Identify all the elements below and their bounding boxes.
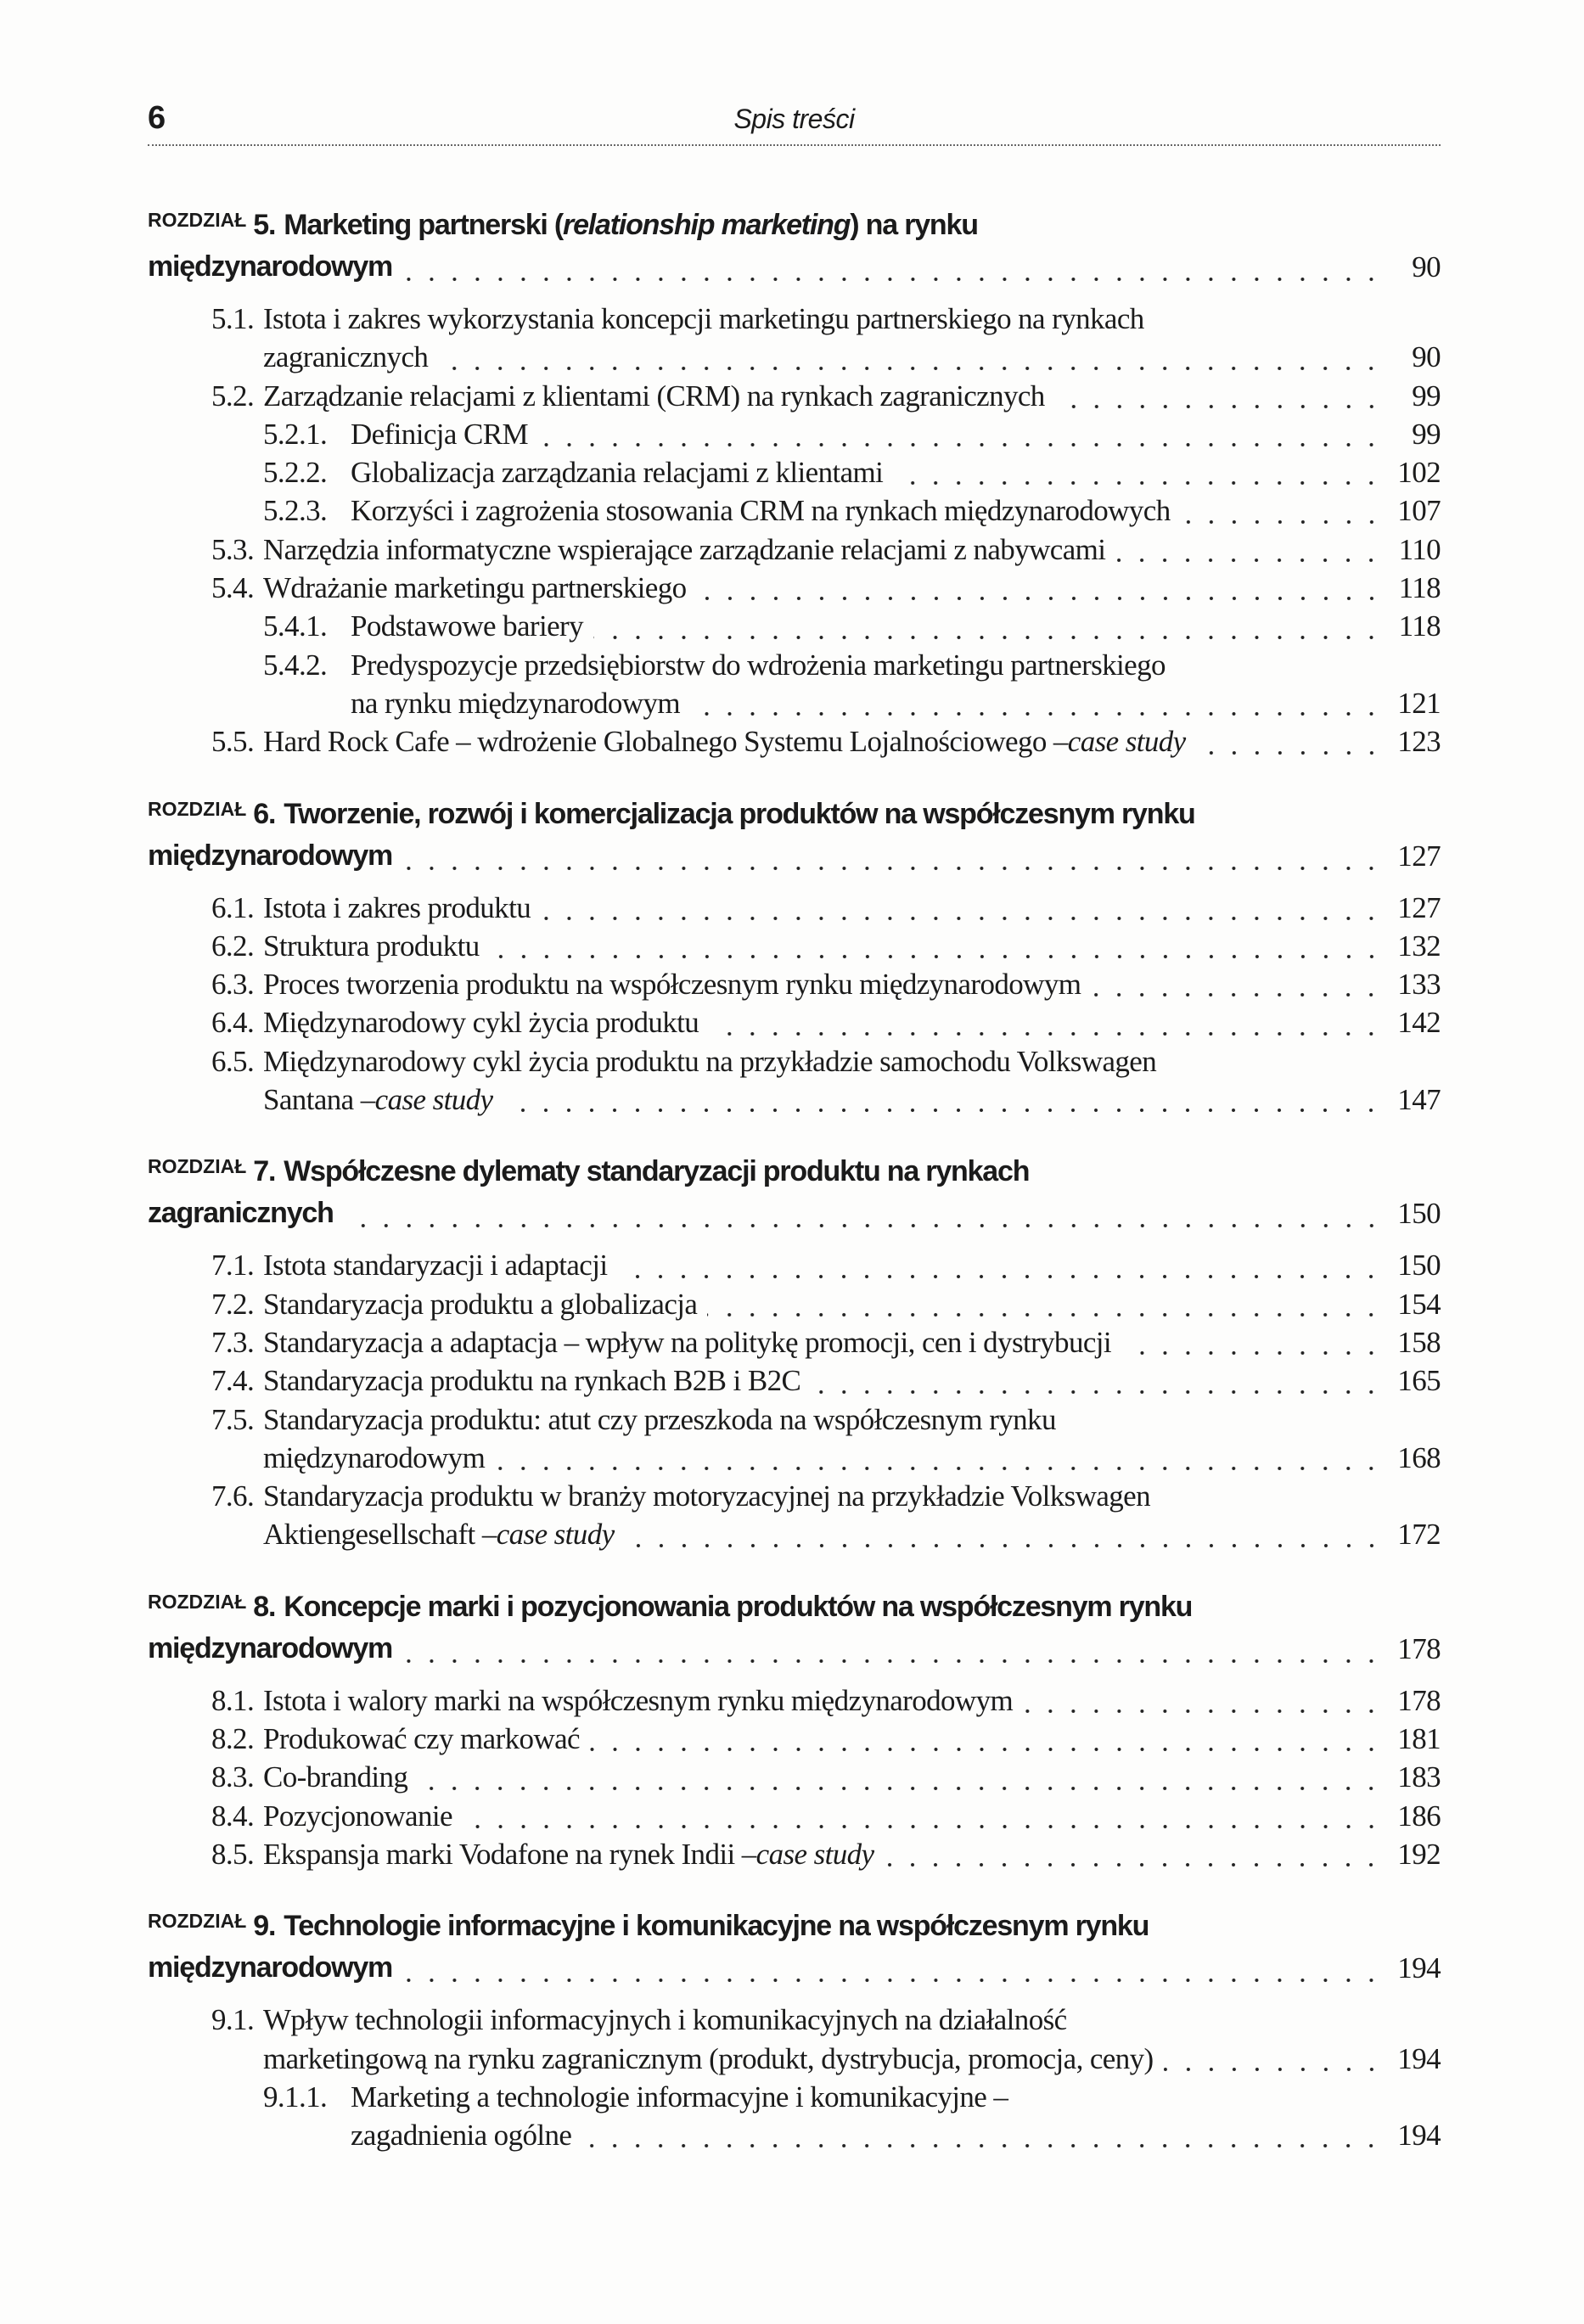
- section-number: 7.5.: [211, 1402, 255, 1436]
- section-page-number: 118: [1398, 571, 1441, 605]
- section-title-segment: Międzynarodowy cykl życia produktu: [263, 1006, 699, 1040]
- section-page-number: 90: [1412, 340, 1441, 374]
- dot-leader: [503, 1083, 1383, 1121]
- chapter-block: [148, 1591, 1441, 1876]
- toc-entry-line: [148, 1364, 1441, 1402]
- dot-leader: [1055, 379, 1383, 418]
- section-title-segment: międzynarodowym: [263, 1440, 486, 1474]
- toc-entry-line: [148, 456, 1441, 494]
- chapter-label: ROZDZIAŁ: [148, 1910, 247, 1933]
- section-number: 8.3.: [211, 1760, 255, 1794]
- section-page-number: 147: [1397, 1083, 1441, 1117]
- dot-leader: [581, 2119, 1383, 2157]
- section-page-number: 150: [1397, 1249, 1441, 1283]
- chapter-page-number: 194: [1397, 1951, 1441, 1985]
- section-title-segment: Standaryzacja a adaptacja – wpływ na politykę promocji, cen i dystrybucji: [263, 1325, 1112, 1359]
- toc-entry-line: [148, 1006, 1441, 1044]
- toc-entry-line: [148, 609, 1441, 648]
- toc-entry[interactable]: [148, 571, 1441, 609]
- chapter-title-segment: zagranicznych: [148, 1197, 334, 1230]
- toc-entry-line: [148, 1403, 1441, 1441]
- section-number: 6.2.: [211, 929, 255, 963]
- dot-leader: [1181, 494, 1383, 532]
- section-title-segment: Globalizacja zarządzania relacjami z klientami: [351, 456, 884, 490]
- toc-entry[interactable]: [148, 1249, 1441, 1287]
- section-page-number: 110: [1398, 532, 1441, 566]
- dot-leader: [893, 456, 1383, 494]
- toc-entry-line: [148, 968, 1441, 1006]
- toc-entry[interactable]: [148, 1760, 1441, 1799]
- chapter-title-segment: Tworzenie, rozwój i komercjalizacja produktów na współczesnym rynku: [284, 797, 1195, 830]
- dot-leader: [402, 839, 1383, 881]
- table-of-contents: [148, 209, 1441, 2157]
- section-title-segment: Produkować czy markować: [263, 1722, 580, 1756]
- section-number: 8.5.: [211, 1837, 255, 1871]
- section-number: 7.2.: [211, 1287, 255, 1321]
- chapter-entries: [148, 1684, 1441, 1876]
- section-title-segment: Santana –: [263, 1083, 375, 1117]
- section-title-segment: Narzędzia informatyczne wspierające zarządzanie relacjami z nabywcami: [263, 532, 1106, 566]
- dot-leader: [1023, 1684, 1383, 1722]
- section-title-segment: Istota i zakres produktu: [263, 890, 531, 924]
- toc-entry[interactable]: [148, 302, 1441, 379]
- running-title: Spis treści: [733, 104, 855, 134]
- section-title-segment: zagadnienia ogólne: [351, 2119, 572, 2153]
- toc-entry[interactable]: [148, 891, 1441, 929]
- dot-leader: [617, 1249, 1383, 1287]
- chapter-title-segment: międzynarodowym: [148, 839, 393, 872]
- toc-entry[interactable]: [148, 725, 1441, 763]
- section-page-number: 178: [1397, 1683, 1441, 1717]
- section-title-segment: marketingową na rynku zagranicznym (produkt, dystrybucja, promocja, ceny): [263, 2041, 1154, 2075]
- dot-leader: [402, 1632, 1383, 1674]
- section-title-segment: Istota i zakres wykorzystania koncepcji marketingu partnerskiego na rynkach: [263, 302, 1144, 335]
- section-number: 5.2.3.: [263, 494, 328, 528]
- section-title-segment: Struktura produktu: [263, 929, 480, 963]
- section-title-segment: Wdrażanie marketingu partnerskiego: [263, 571, 687, 605]
- section-page-number: 118: [1398, 609, 1441, 643]
- toc-entry[interactable]: [148, 1799, 1441, 1838]
- dot-leader: [1121, 1326, 1383, 1364]
- section-number: 5.1.: [211, 302, 255, 335]
- dot-leader: [418, 1760, 1383, 1799]
- toc-entry[interactable]: [148, 418, 1441, 456]
- toc-entry-line: [148, 1838, 1441, 1876]
- section-number: 7.6.: [211, 1479, 255, 1513]
- dot-leader: [884, 1838, 1383, 1876]
- chapter-label: ROZDZIAŁ: [148, 209, 247, 231]
- section-number: 6.5.: [211, 1044, 255, 1078]
- dot-leader: [490, 929, 1383, 968]
- toc-entry-line: [148, 648, 1441, 687]
- section-number: 8.2.: [211, 1722, 255, 1756]
- section-number: 9.1.1.: [263, 2080, 328, 2113]
- section-title-segment: Marketing a technologie informacyjne i komunikacyjne –: [351, 2080, 1008, 2113]
- section-page-number: 127: [1397, 890, 1441, 924]
- toc-entry[interactable]: [148, 1838, 1441, 1876]
- toc-entry-line: [148, 1722, 1441, 1760]
- chapter-page-number: 178: [1397, 1631, 1441, 1665]
- dot-leader: [1164, 2042, 1383, 2080]
- chapter-entries: [148, 302, 1441, 764]
- section-title-segment: Aktiengesellschaft –: [263, 1518, 497, 1552]
- toc-entry-line: [148, 1684, 1441, 1722]
- toc-entry[interactable]: [148, 379, 1441, 418]
- dot-leader: [541, 891, 1383, 929]
- toc-entry[interactable]: [148, 494, 1441, 532]
- chapter-block: [148, 798, 1441, 1122]
- section-number: 8.4.: [211, 1799, 255, 1833]
- section-page-number: 132: [1397, 929, 1441, 963]
- section-page-number: 121: [1397, 686, 1441, 720]
- chapter-title-line: [148, 1910, 1441, 1951]
- toc-entry[interactable]: [148, 1288, 1441, 1326]
- dot-leader: [538, 418, 1383, 456]
- chapter-title-line[interactable]: [148, 839, 1441, 881]
- dot-leader: [811, 1364, 1383, 1402]
- section-page-number: 192: [1397, 1837, 1441, 1871]
- chapter-title-segment: międzynarodowym: [148, 250, 393, 283]
- dot-leader: [1115, 533, 1383, 571]
- section-title-segment: Istota standaryzacji i adaptacji: [263, 1249, 608, 1283]
- chapter-title-segment: Koncepcje marki i pozycjonowania produktów na współczesnym rynku: [284, 1590, 1193, 1623]
- section-number: 5.2.2.: [263, 456, 328, 490]
- section-page-number: 123: [1397, 725, 1441, 759]
- section-page-number: 181: [1397, 1722, 1441, 1756]
- running-header: [148, 100, 1441, 144]
- toc-entry[interactable]: [148, 533, 1441, 571]
- dot-leader: [1091, 968, 1383, 1006]
- chapter-number: 8.: [253, 1590, 276, 1623]
- toc-entry-line: [148, 1479, 1441, 1518]
- section-title-segment: Podstawowe bariery: [351, 609, 583, 643]
- section-title-segment: Standaryzacja produktu a globalizacja: [263, 1287, 698, 1321]
- dot-leader: [625, 1518, 1383, 1556]
- dot-leader: [1196, 725, 1383, 763]
- section-title-segment: Zarządzanie relacjami z klientami (CRM) na rynkach zagranicznych: [263, 379, 1045, 413]
- section-number: 7.4.: [211, 1364, 255, 1398]
- page-number: 6: [148, 100, 166, 136]
- toc-entry-line: [148, 494, 1441, 532]
- chapter-label: ROZDZIAŁ: [148, 1155, 247, 1178]
- section-page-number: 99: [1412, 417, 1441, 451]
- section-page-number: 172: [1397, 1518, 1441, 1552]
- dot-leader: [495, 1441, 1383, 1479]
- toc-entry-line: [148, 1518, 1441, 1556]
- toc-entry-line: [148, 533, 1441, 571]
- toc-entry[interactable]: [148, 648, 1441, 726]
- chapter-number: 9.: [253, 1910, 276, 1943]
- toc-entry-line: [148, 1249, 1441, 1287]
- dot-leader: [344, 1197, 1383, 1238]
- chapter-title-line[interactable]: [148, 1197, 1441, 1238]
- chapter-title-segment: Współczesne dylematy standaryzacji produktu na rynkach: [284, 1155, 1030, 1188]
- dot-leader: [707, 1288, 1383, 1326]
- toc-entry-line: [148, 1760, 1441, 1799]
- toc-entry[interactable]: [148, 968, 1441, 1006]
- section-title-segment: case study: [755, 1837, 874, 1871]
- section-title-segment: Istota i walory marki na współczesnym rynku międzynarodowym: [263, 1683, 1014, 1717]
- dot-leader: [709, 1006, 1383, 1044]
- dot-leader: [402, 1951, 1383, 1993]
- toc-entry[interactable]: [148, 1326, 1441, 1364]
- section-title-segment: Standaryzacja produktu na rynkach B2B i B2C: [263, 1364, 801, 1398]
- chapter-title-segment: Marketing partnerski (: [284, 209, 564, 241]
- section-number: 5.2.1.: [263, 417, 328, 451]
- section-title-segment: case study: [1067, 725, 1186, 759]
- toc-entry-line: [148, 1799, 1441, 1838]
- section-number: 5.2.: [211, 379, 255, 413]
- section-title-segment: Pozycjonowanie: [263, 1799, 452, 1833]
- toc-entry-line: [148, 1083, 1441, 1121]
- chapter-page-number: 127: [1397, 839, 1441, 873]
- toc-entry-line: [148, 687, 1441, 725]
- toc-entry-line: [148, 891, 1441, 929]
- toc-entry-line: [148, 1326, 1441, 1364]
- chapter-title-segment: ) na rynku: [850, 209, 978, 241]
- section-page-number: 165: [1397, 1364, 1441, 1398]
- dot-leader: [697, 571, 1383, 609]
- section-page-number: 194: [1397, 2119, 1441, 2153]
- chapter-title-line: [148, 798, 1441, 839]
- chapter-title-line: [148, 209, 1441, 250]
- dot-leader: [402, 250, 1383, 292]
- section-title-segment: na rynku międzynarodowym: [351, 686, 680, 720]
- section-number: 5.4.: [211, 571, 255, 605]
- section-page-number: 186: [1397, 1799, 1441, 1833]
- section-number: 5.5.: [211, 725, 255, 759]
- section-number: 7.3.: [211, 1325, 255, 1359]
- section-page-number: 142: [1397, 1006, 1441, 1040]
- toc-entry[interactable]: [148, 1006, 1441, 1044]
- chapter-entries: [148, 2003, 1441, 2157]
- toc-entry-line: [148, 725, 1441, 763]
- chapter-page-number: 90: [1412, 250, 1441, 283]
- section-page-number: 183: [1397, 1760, 1441, 1794]
- chapter-number: 6.: [253, 797, 276, 830]
- dot-leader: [593, 609, 1383, 648]
- toc-entry[interactable]: [148, 1479, 1441, 1557]
- section-page-number: 158: [1397, 1325, 1441, 1359]
- section-title-segment: Co-branding: [263, 1760, 408, 1794]
- section-title-segment: case study: [374, 1083, 493, 1117]
- chapter-label: ROZDZIAŁ: [148, 1590, 247, 1613]
- toc-entry-line: [148, 340, 1441, 379]
- toc-entry[interactable]: [148, 2080, 1441, 2158]
- section-page-number: 168: [1397, 1440, 1441, 1474]
- toc-entry-line: [148, 929, 1441, 968]
- section-number: 6.4.: [211, 1006, 255, 1040]
- toc-entry[interactable]: [148, 1403, 1441, 1480]
- chapter-block: [148, 1155, 1441, 1556]
- section-page-number: 154: [1397, 1287, 1441, 1321]
- section-title-segment: Korzyści i zagrożenia stosowania CRM na rynkach międzynarodowych: [351, 494, 1171, 528]
- toc-entry[interactable]: [148, 456, 1441, 494]
- chapter-title-segment: międzynarodowym: [148, 1631, 393, 1664]
- section-page-number: 99: [1412, 379, 1441, 413]
- section-number: 6.1.: [211, 890, 255, 924]
- section-title-segment: Standaryzacja produktu: atut czy przeszkoda na współczesnym rynku: [263, 1402, 1056, 1436]
- section-page-number: 133: [1397, 968, 1441, 1002]
- toc-entry-line: [148, 2119, 1441, 2157]
- chapter-title-line[interactable]: [148, 1632, 1441, 1674]
- chapter-number: 7.: [253, 1155, 276, 1188]
- toc-entry-line: [148, 2042, 1441, 2080]
- toc-entry[interactable]: [148, 1045, 1441, 1122]
- section-title-segment: Hard Rock Cafe – wdrożenie Globalnego Systemu Lojalnościowego –: [263, 725, 1068, 759]
- toc-entry[interactable]: [148, 1684, 1441, 1722]
- chapter-title-segment: Technologie informacyjne i komunikacyjne na współczesnym rynku: [284, 1910, 1149, 1943]
- section-number: 5.4.2.: [263, 648, 328, 682]
- chapter-title-line: [148, 1155, 1441, 1197]
- chapter-page-number: 150: [1397, 1197, 1441, 1231]
- chapter-entries: [148, 1249, 1441, 1556]
- section-title-segment: Wpływ technologii informacyjnych i komunikacyjnych na działalność: [263, 2003, 1067, 2037]
- chapter-entries: [148, 891, 1441, 1122]
- toc-entry-line: [148, 1045, 1441, 1083]
- chapter-label: ROZDZIAŁ: [148, 797, 247, 820]
- toc-entry[interactable]: [148, 2003, 1441, 2080]
- chapter-title-line: [148, 1591, 1441, 1632]
- section-title-segment: Międzynarodowy cykl życia produktu na przykładzie samochodu Volkswagen: [263, 1044, 1157, 1078]
- chapter-block: [148, 209, 1441, 764]
- section-number: 7.1.: [211, 1249, 255, 1283]
- section-title-segment: Predyspozycje przedsiębiorstw do wdrożenia marketingu partnerskiego: [351, 648, 1166, 682]
- dot-leader: [438, 340, 1383, 379]
- section-number: 9.1.: [211, 2003, 255, 2037]
- toc-entry-line: [148, 1441, 1441, 1479]
- toc-entry[interactable]: [148, 929, 1441, 968]
- dot-leader: [590, 1722, 1383, 1760]
- chapter-block: [148, 1910, 1441, 2157]
- section-page-number: 107: [1397, 494, 1441, 528]
- toc-entry-line: [148, 1288, 1441, 1326]
- toc-entry[interactable]: [148, 609, 1441, 648]
- section-title-segment: Proces tworzenia produktu na współczesnym rynku międzynarodowym: [263, 968, 1081, 1002]
- toc-entry-line: [148, 418, 1441, 456]
- chapter-title-line[interactable]: [148, 1951, 1441, 1993]
- header-rule: [148, 144, 1441, 146]
- section-page-number: 102: [1397, 456, 1441, 490]
- toc-entry-line: [148, 571, 1441, 609]
- toc-entry[interactable]: [148, 1722, 1441, 1760]
- chapter-title-segment: międzynarodowym: [148, 1951, 393, 1984]
- toc-entry[interactable]: [148, 1364, 1441, 1402]
- toc-entry-line: [148, 302, 1441, 340]
- section-number: 5.3.: [211, 532, 255, 566]
- dot-leader: [463, 1799, 1383, 1838]
- section-number: 5.4.1.: [263, 609, 328, 643]
- section-title-segment: zagranicznych: [263, 340, 429, 374]
- toc-entry-line: [148, 379, 1441, 418]
- section-title-segment: Standaryzacja produktu w branży motoryzacyjnej na przykładzie Volkswagen: [263, 1479, 1150, 1513]
- section-title-segment: Definicja CRM: [351, 417, 528, 451]
- section-title-segment: Ekspansja marki Vodafone na rynek Indii –: [263, 1837, 756, 1871]
- dot-leader: [690, 687, 1383, 725]
- chapter-number: 5.: [253, 209, 276, 241]
- section-number: 6.3.: [211, 968, 255, 1002]
- section-page-number: 194: [1397, 2041, 1441, 2075]
- section-title-segment: case study: [496, 1518, 615, 1552]
- chapter-title-segment: relationship marketing: [563, 209, 851, 241]
- chapter-title-line[interactable]: [148, 250, 1441, 292]
- toc-entry-line: [148, 2080, 1441, 2119]
- toc-entry-line: [148, 2003, 1441, 2041]
- section-number: 8.1.: [211, 1683, 255, 1717]
